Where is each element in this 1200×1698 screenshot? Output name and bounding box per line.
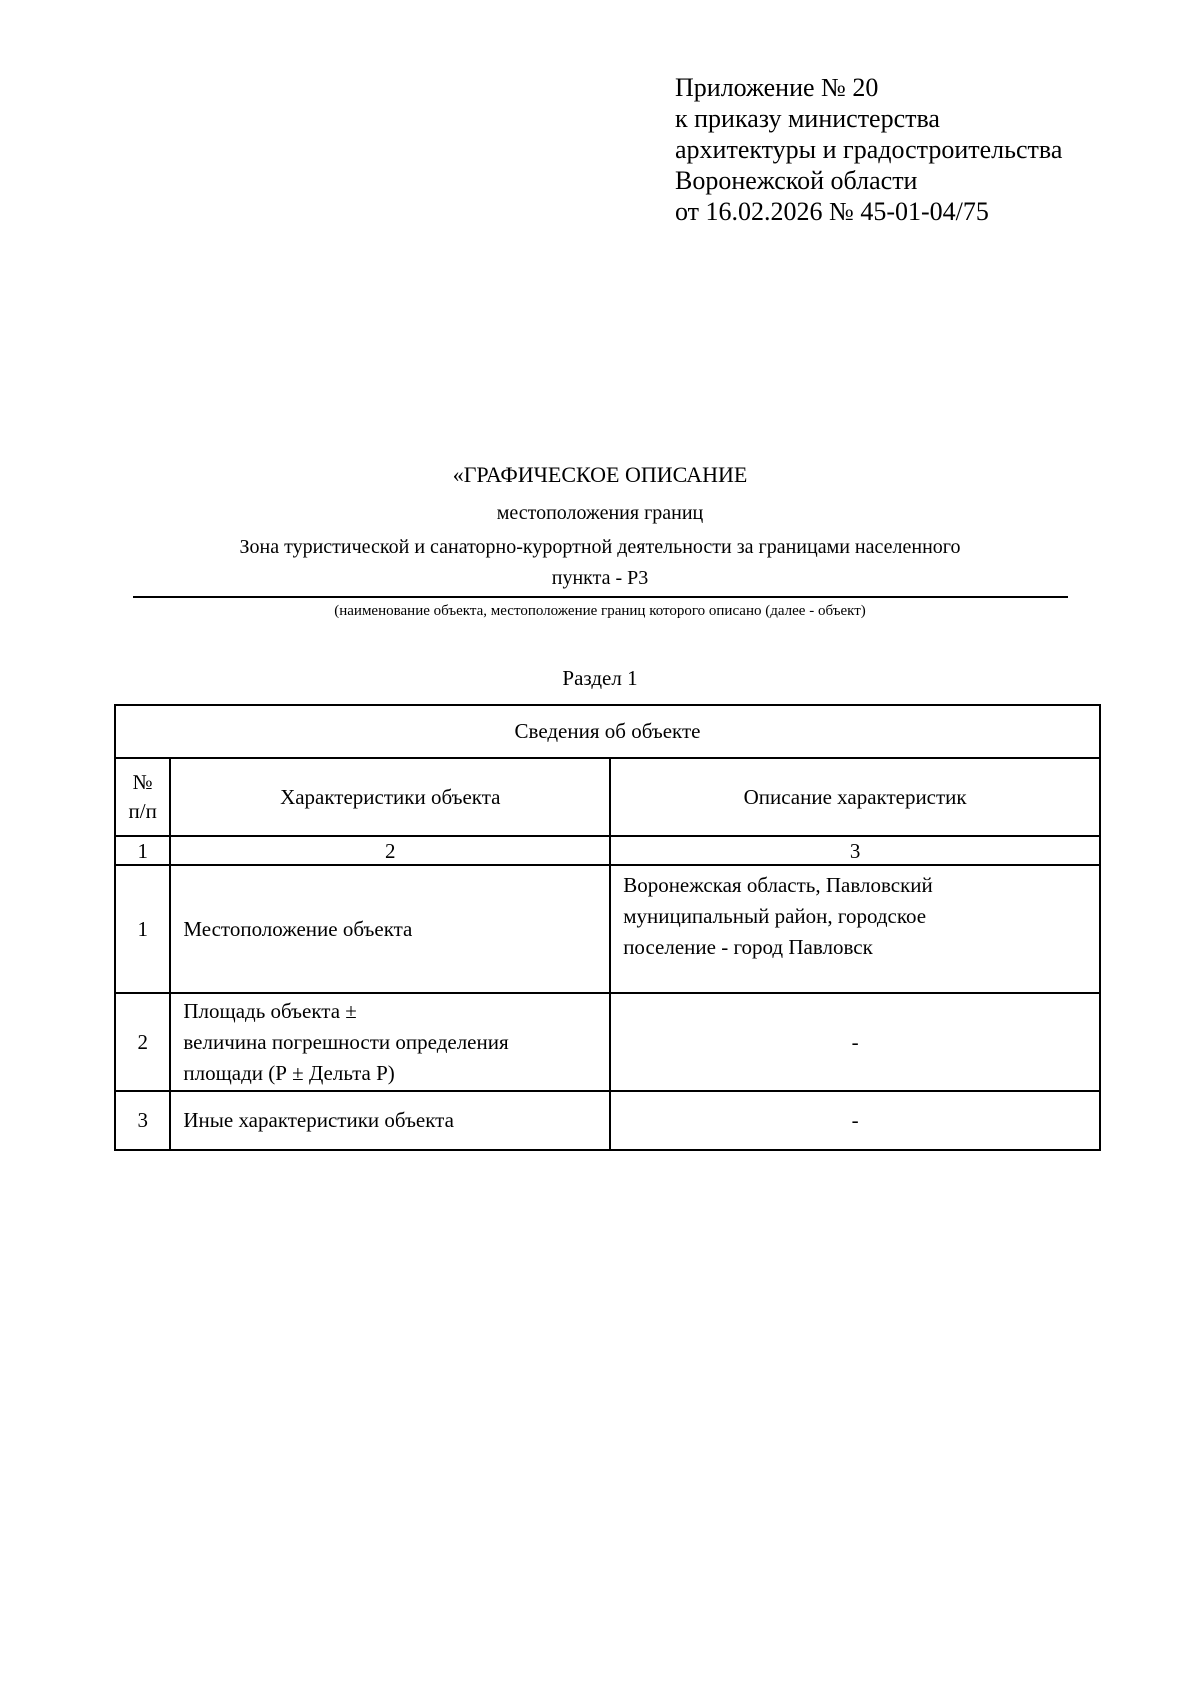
characteristic-line: Площадь объекта ±: [183, 998, 357, 1023]
column-index: 2: [170, 836, 610, 865]
name-underline: [133, 596, 1068, 598]
row-description: -: [610, 1091, 1100, 1150]
document-subtitle: местоположения границ: [496, 502, 704, 524]
row-characteristic: Местоположение объекта: [170, 865, 610, 993]
description-line: муниципальный район, городское: [623, 904, 927, 928]
row-characteristic: Иные характеристики объекта: [170, 1091, 610, 1150]
table-row: [115, 865, 1100, 993]
table-caption: Сведения об объекте: [115, 705, 1100, 758]
description-line: поселение - город Павловск: [623, 935, 873, 959]
appendix-line: Воронежской области: [675, 166, 918, 195]
table-caption-row: [115, 705, 1100, 758]
header-characteristic: Характеристики объекта: [170, 758, 610, 836]
object-info-table: [114, 704, 1101, 1151]
section-heading: Раздел 1: [562, 666, 638, 690]
row-characteristic: [170, 993, 610, 1091]
characteristic-line: площади (Р ± Дельта Р): [183, 1060, 395, 1085]
column-index-row: [115, 836, 1100, 865]
header-description: Описание характеристик: [610, 758, 1100, 836]
row-description: -: [610, 993, 1100, 1091]
header-num-line: п/п: [128, 799, 157, 823]
appendix-line: к приказу министерства: [675, 104, 940, 133]
column-index: 3: [610, 836, 1100, 865]
document-title: «ГРАФИЧЕСКОЕ ОПИСАНИЕ: [452, 462, 748, 487]
object-name-caption: (наименование объекта, местоположение границ которого описано (далее - объект): [334, 603, 866, 619]
header-num-line: №: [132, 770, 153, 794]
header-num: [115, 758, 170, 836]
row-num: 1: [115, 865, 170, 993]
row-description: [610, 865, 1100, 993]
object-name-line: Зона туристической и санаторно-курортной деятельности за границами населенного: [239, 536, 961, 558]
table-row: [115, 993, 1100, 1091]
characteristic-line: величина погрешности определения: [183, 1029, 509, 1054]
appendix-line: Приложение № 20: [675, 73, 879, 102]
table-header-row: [115, 758, 1100, 836]
appendix-header: [675, 72, 1062, 227]
object-name: [130, 532, 1070, 594]
object-name-line: пункта - Р3: [551, 567, 649, 589]
row-num: 2: [115, 993, 170, 1091]
appendix-line: архитектуры и градостроительства: [675, 135, 1063, 164]
appendix-line: от 16.02.2026 № 45-01-04/75: [675, 197, 989, 226]
column-index: 1: [115, 836, 170, 865]
row-num: 3: [115, 1091, 170, 1150]
table-row: [115, 1091, 1100, 1150]
description-line: Воронежская область, Павловский: [623, 873, 933, 897]
